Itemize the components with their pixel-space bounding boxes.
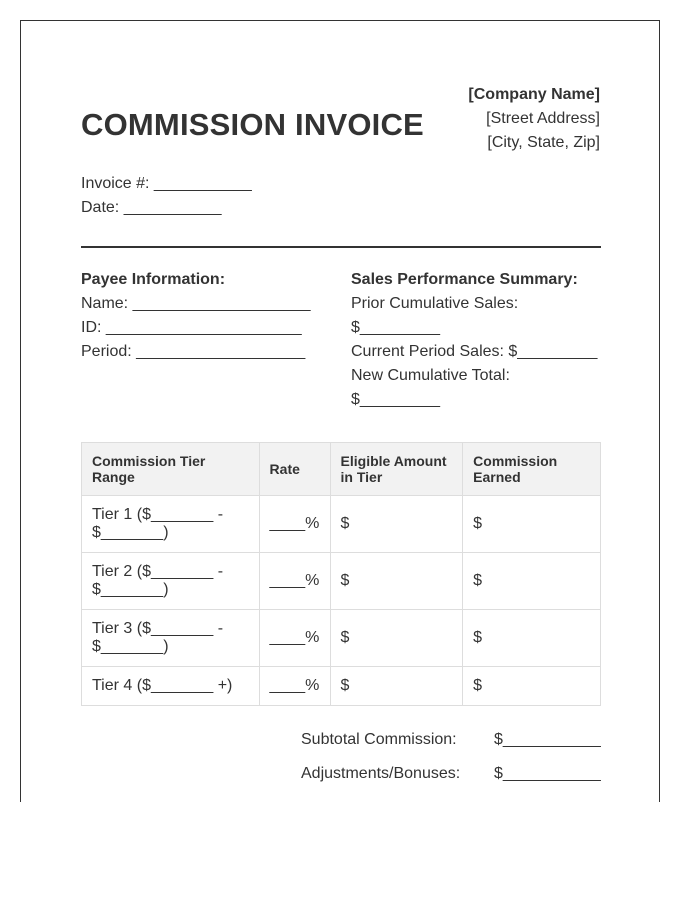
company-block bbox=[468, 83, 600, 155]
rate-cell: ____% bbox=[259, 667, 330, 706]
commission-earned-cell: $ bbox=[463, 553, 601, 610]
rate-cell: ____% bbox=[259, 496, 330, 553]
subtotal-row bbox=[301, 731, 601, 765]
commission-tier-table bbox=[81, 442, 601, 706]
eligible-amount-cell: $ bbox=[330, 610, 463, 667]
rate-cell: ____% bbox=[259, 610, 330, 667]
date-line: Date: ___________ bbox=[81, 199, 222, 216]
payee-period-line: Period: ___________________ bbox=[81, 343, 306, 360]
invoice-meta bbox=[81, 172, 252, 220]
payee-heading: Payee Information: bbox=[81, 271, 226, 288]
table-row bbox=[82, 610, 601, 667]
company-name: [Company Name] bbox=[468, 86, 600, 103]
subtotal-value: $___________ bbox=[494, 731, 601, 748]
rate-cell: ____% bbox=[259, 553, 330, 610]
table-row bbox=[82, 553, 601, 610]
header-commission-earned: Commission Earned bbox=[463, 443, 601, 496]
table-row bbox=[82, 667, 601, 706]
sales-performance-summary bbox=[351, 268, 597, 412]
adjustments-value: $___________ bbox=[494, 765, 601, 782]
eligible-amount-cell: $ bbox=[330, 667, 463, 706]
tier-range-cell: Tier 1 ($_______ - $_______) bbox=[82, 496, 260, 553]
new-total-label: New Cumulative Total: bbox=[351, 367, 510, 384]
adjustments-row bbox=[301, 765, 601, 799]
totals-block bbox=[301, 731, 601, 799]
header-tier-range: Commission Tier Range bbox=[82, 443, 260, 496]
street-address: [Street Address] bbox=[486, 110, 600, 127]
payee-information bbox=[81, 268, 311, 364]
sales-heading: Sales Performance Summary: bbox=[351, 271, 578, 288]
commission-earned-cell: $ bbox=[463, 610, 601, 667]
invoice-page bbox=[20, 20, 660, 802]
subtotal-label: Subtotal Commission: bbox=[301, 731, 457, 748]
table-row bbox=[82, 496, 601, 553]
current-sales-line: Current Period Sales: $_________ bbox=[351, 343, 598, 360]
city-state-zip: [City, State, Zip] bbox=[487, 134, 600, 151]
adjustments-label: Adjustments/Bonuses: bbox=[301, 765, 461, 782]
invoice-title: COMMISSION INVOICE bbox=[81, 107, 424, 142]
prior-sales-label: Prior Cumulative Sales: bbox=[351, 295, 519, 312]
tier-range-cell: Tier 2 ($_______ - $_______) bbox=[82, 553, 260, 610]
payee-name-line: Name: ____________________ bbox=[81, 295, 311, 312]
prior-sales-value: $_________ bbox=[351, 319, 440, 336]
invoice-number-line: Invoice #: ___________ bbox=[81, 175, 252, 192]
new-total-value: $_________ bbox=[351, 391, 440, 408]
commission-earned-cell: $ bbox=[463, 667, 601, 706]
tier-range-cell: Tier 3 ($_______ - $_______) bbox=[82, 610, 260, 667]
payee-id-line: ID: ______________________ bbox=[81, 319, 302, 336]
eligible-amount-cell: $ bbox=[330, 496, 463, 553]
commission-earned-cell: $ bbox=[463, 496, 601, 553]
header-eligible-amount: Eligible Amount in Tier bbox=[330, 443, 463, 496]
eligible-amount-cell: $ bbox=[330, 553, 463, 610]
table-header-row bbox=[82, 443, 601, 496]
tier-range-cell: Tier 4 ($_______ +) bbox=[82, 667, 260, 706]
header-rate: Rate bbox=[259, 443, 330, 496]
header-divider bbox=[81, 246, 601, 248]
